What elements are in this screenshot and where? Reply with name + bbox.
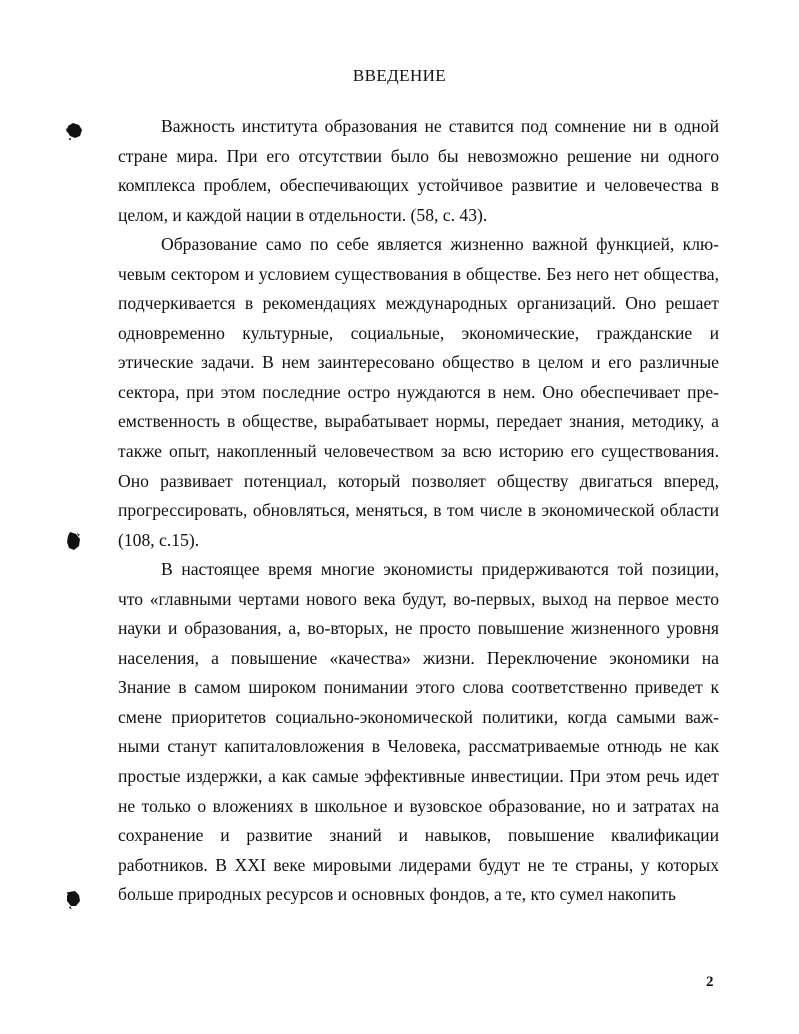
paragraph-1: Важность института образования не ставится под сомнение ни в одной стране мира. При его отсутствии было бы невозможно решение ни одного комплекса проблем, обеспечивающих устойчивое развитие и человечества в целом, и каждой нации в отдельности. (58, с. 43). bbox=[118, 116, 719, 225]
punch-hole-mark-icon bbox=[63, 530, 83, 552]
paragraph-3: В настоящее время многие экономисты придерживаются той позиции, что «главными чертами нового века будут, во-первых, выход на первое место науки и образования, а, во-вторых, не просто повышение жизненного уровня населения, а повышение «качества» жизни. Переключение экономики на Знание в самом широком понимании этого слова соответственно приведет к смене приоритетов социально-экономической политики, когда самыми важными станут капиталовложения в Человека, рассматриваемые отнюдь не как простые издержки, а как самые эффективные инвестиции. При этом речь идет не только о вложениях в школьное и вузовское образование, но и затратах на сохранение и развитие знаний и навыков, повышение квалификации работников. В XXI веке мировыми лидерами будут не те страны, у которых больше природных ресурсов и основных фондов, а те, кто сумел накопить bbox=[118, 559, 719, 905]
page-number: 2 bbox=[706, 974, 714, 990]
paragraph-2: Образование само по себе является жизненно важной функцией, ключевым сектором и условием существования в обществе. Без него нет общества, подчеркивается в рекомендациях международных организаций. Оно решает одновременно культурные, социальные, экономические, гражданские и этические задачи. В нем заинтересовано общество в целом и его различные сектора, при этом последние остро нуждаются в нем. Оно обеспечивает преемственность в обществе, вырабатывает нормы, передает знания, методику, а также опыт, накопленный человечеством за всю историю его существования. Оно развивает потенциал, который позволяет обществу двигаться вперед, прогрессировать, обновляться, меняться, в том числе в экономической области (108, с.15). bbox=[118, 234, 719, 550]
body-text bbox=[118, 112, 719, 910]
punch-hole-mark-icon bbox=[64, 120, 84, 142]
page-title: ВВЕДЕНИЕ bbox=[352, 66, 447, 85]
punch-hole-mark-icon bbox=[63, 888, 83, 910]
